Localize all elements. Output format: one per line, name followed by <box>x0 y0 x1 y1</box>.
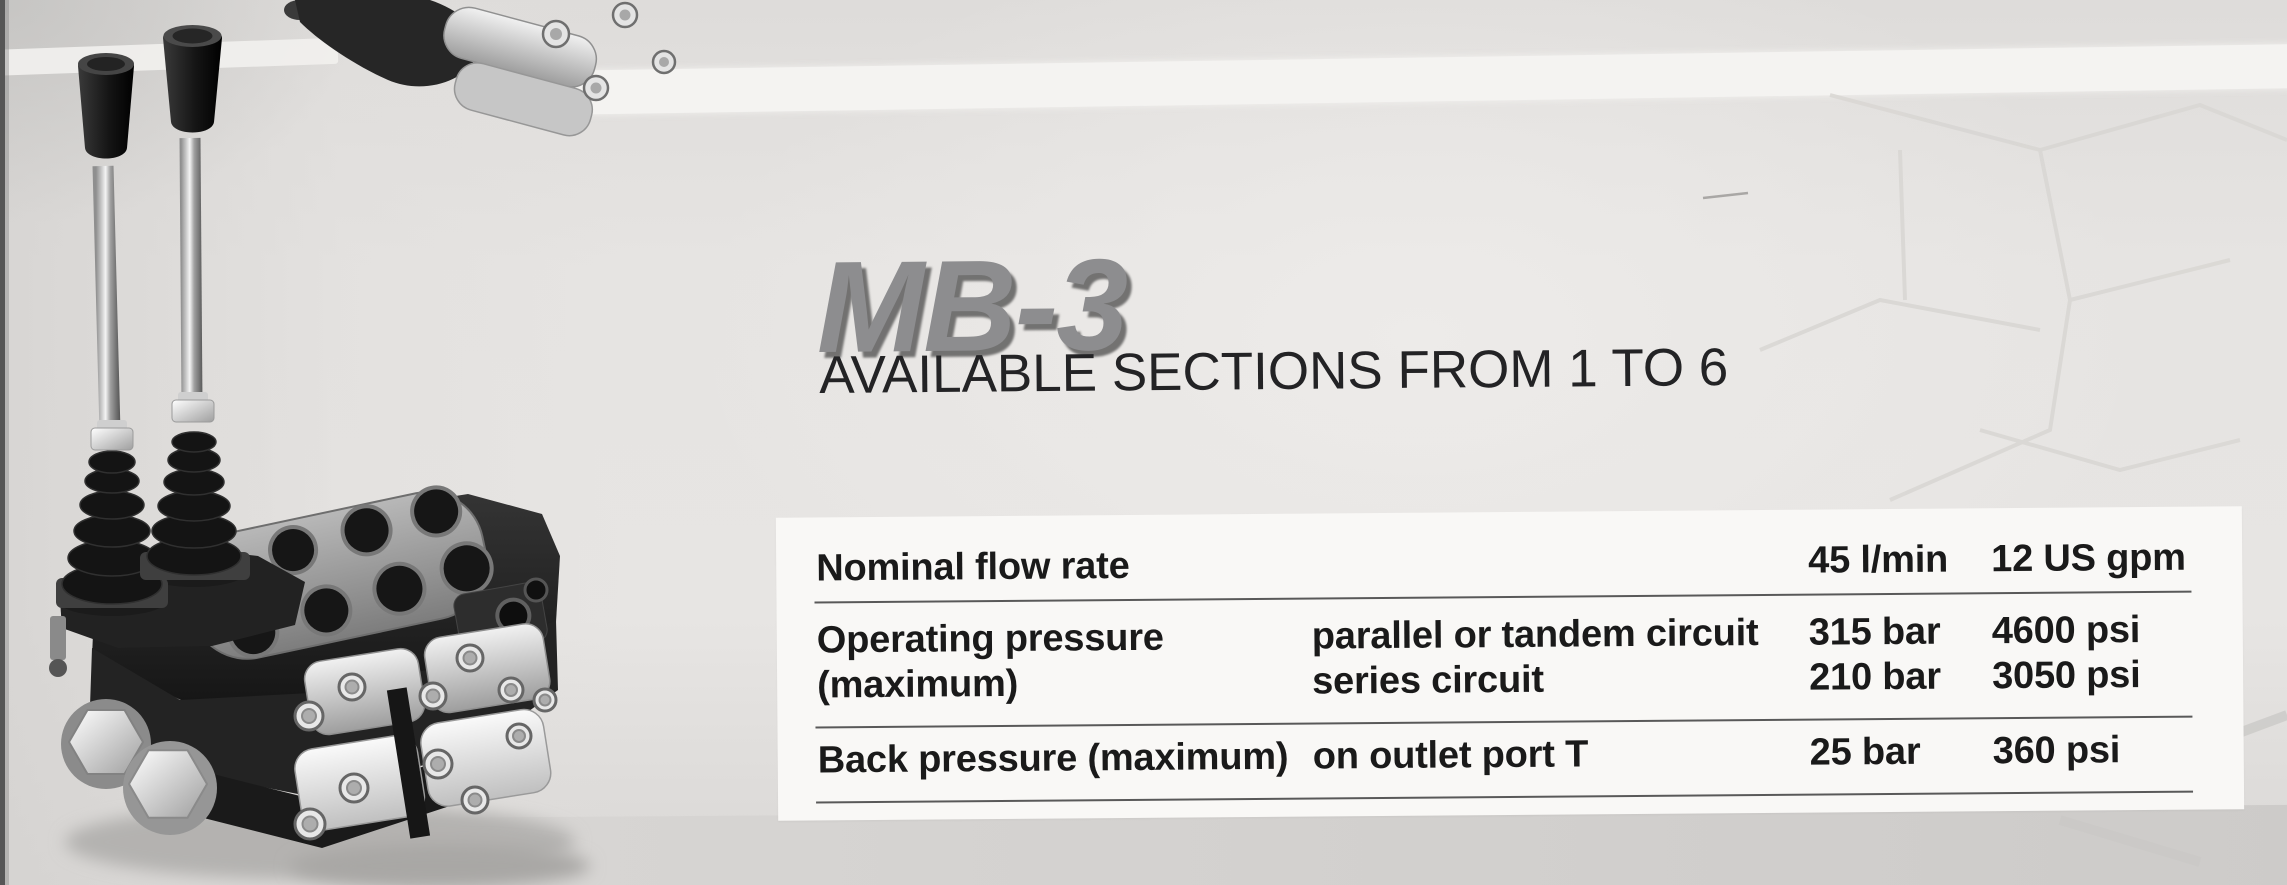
page-edge-strip-soft <box>5 0 9 885</box>
spec-value-imperial: 4600 psi <box>1991 609 2141 653</box>
lever-knob-right <box>163 25 222 133</box>
spec-value-imperial: 12 US gpm <box>1991 536 2186 581</box>
spec-label-back-pressure: Back pressure (maximum) <box>817 735 1289 782</box>
spec-detail-series: series circuit <box>1311 658 1544 703</box>
spec-value-metric: 315 bar <box>1808 610 1941 654</box>
spec-value-metric: 25 bar <box>1809 730 1921 774</box>
spec-detail-outlet-port: on outlet port T <box>1312 733 1589 778</box>
scan-highlight-band <box>545 44 2287 115</box>
valve-photo-top-partial <box>284 0 675 141</box>
specifications-table <box>776 506 2244 821</box>
page-subtitle: AVAILABLE SECTIONS FROM 1 TO 6 <box>818 338 1729 405</box>
table-rule <box>814 591 2191 604</box>
heading-block <box>815 231 1729 405</box>
lever-nut-left <box>91 428 133 450</box>
lever-shaft-left <box>103 166 110 432</box>
lever-knob-left <box>78 53 134 159</box>
valve-body <box>49 25 590 885</box>
scan-scratch <box>1703 193 1748 198</box>
lever-boot-left <box>56 451 168 608</box>
table-rule <box>816 791 2193 804</box>
spec-value-imperial: 3050 psi <box>1991 654 2141 698</box>
table-rule <box>815 716 2192 729</box>
spec-label-nominal-flow: Nominal flow rate <box>816 544 1130 590</box>
spec-value-metric: 45 l/min <box>1808 538 1949 582</box>
spec-detail-parallel-tandem: parallel or tandem circuit <box>1311 612 1759 658</box>
valve-photo <box>0 0 700 885</box>
spec-value-metric: 210 bar <box>1808 655 1941 699</box>
lever-boot-right <box>140 432 250 580</box>
lever-nut-right <box>172 400 214 422</box>
spec-label-operating-pressure: Operating pressure <box>816 616 1164 662</box>
page-title: MB-3 <box>815 231 1127 380</box>
lever-shaft-right <box>190 138 192 406</box>
spec-label-operating-pressure-line2: (maximum) <box>816 662 1019 707</box>
spec-value-imperial: 360 psi <box>1992 729 2121 773</box>
